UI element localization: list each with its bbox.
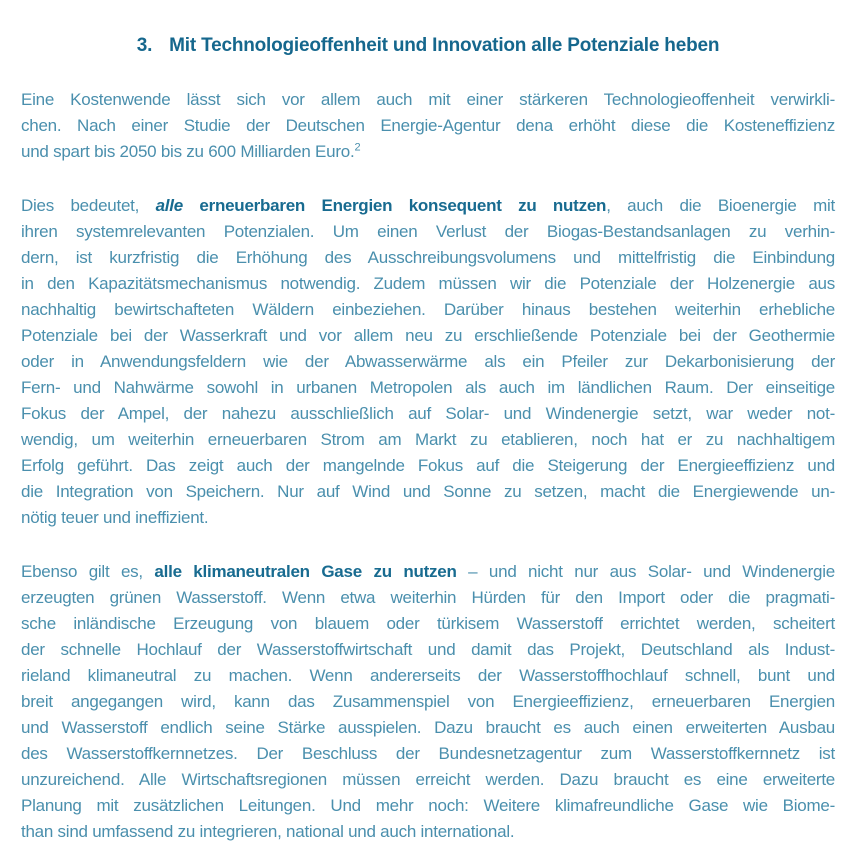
text-segment: in den Kapazitätsmechanismus notwendig. Zudem müssen wir die Potenziale der Holzenergie aus (21, 274, 835, 293)
text-line (21, 479, 835, 505)
text-line (21, 663, 835, 689)
text-segment: Fokus der Ampel, der nahezu ausschließlich auf Solar- und Windenergie setzt, war weder not- (21, 404, 835, 423)
text-line (21, 245, 835, 271)
text-segment: breit angegangen wird, kann das Zusammenspiel von Energieeffizienz, erneuerbaren Energien (21, 692, 835, 711)
text-segment: des Wasserstoffkernnetzes. Der Beschluss der Bundesnetzagentur zum Wasserstoffkernnetz ist (21, 744, 835, 763)
text-line (21, 505, 835, 531)
text-segment: Dies bedeutet, (21, 196, 156, 215)
text-line (21, 453, 835, 479)
text-segment: wendig, um weiterhin erneuerbaren Strom am Markt zu etablieren, noch hat er zu nachhaltigem (21, 430, 835, 449)
text-line (21, 427, 835, 453)
text-line (21, 585, 835, 611)
text-line (21, 349, 835, 375)
text-segment: Erfolg geführt. Das zeigt auch der mangelnde Fokus auf die Steigerung der Energieeffizienz und (21, 456, 835, 475)
text-line (21, 689, 835, 715)
text-segment: oder in Anwendungsfeldern wie der Abwasserwärme als ein Pfeiler zur Dekarbonisierung der (21, 352, 835, 371)
text-segment: ihren systemrelevanten Potenzialen. Um einen Verlust der Biogas-Bestandsanlagen zu verhin- (21, 222, 835, 241)
text-segment: alle (155, 196, 183, 215)
text-segment: unzureichend. Alle Wirtschaftsregionen müssen erreicht werden. Dazu braucht es eine erweiterte (21, 770, 835, 789)
text-line (21, 715, 835, 741)
text-line (21, 793, 835, 819)
paragraph (21, 87, 835, 165)
text-segment: , auch die Bioenergie mit (606, 196, 835, 215)
text-segment: und spart bis 2050 bis zu 600 Milliarden Euro. (21, 142, 355, 161)
text-line (21, 559, 835, 585)
text-segment: Potenziale bei der Wasserkraft und vor allem neu zu erschließende Potenziale bei der Geothermie (21, 326, 835, 345)
text-line (21, 637, 835, 663)
text-segment: Fern- und Nahwärme sowohl in urbanen Metropolen als auch im ländlichen Raum. Der einseitige (21, 378, 835, 397)
text-line (21, 193, 835, 219)
text-line (21, 271, 835, 297)
section-title: Mit Technologieoffenheit und Innovation alle Potenziale heben (169, 35, 720, 56)
text-line (21, 219, 835, 245)
text-line (21, 87, 835, 113)
text-segment: und Wasserstoff endlich seine Stärke ausspielen. Dazu braucht es auch einen erweiterten Ausbau (21, 718, 835, 737)
text-segment: nachhaltig bewirtschafteten Wäldern einbeziehen. Darüber hinaus bestehen weiterhin erhebliche (21, 300, 835, 319)
section-number: 3. (136, 35, 153, 56)
text-segment: than sind umfassend zu integrieren, national und auch international. (21, 822, 515, 841)
document-body (21, 87, 835, 845)
text-line (21, 741, 835, 767)
text-segment: dern, ist kurzfristig die Erhöhung des Ausschreibungsvolumens und mittelfristig die Einbindung (21, 248, 835, 267)
text-line (21, 375, 835, 401)
paragraph (21, 559, 835, 845)
text-line (21, 767, 835, 793)
text-segment: alle klimaneutralen Gase zu nutzen (154, 562, 457, 581)
text-segment: rieland klimaneutral zu machen. Wenn andererseits der Wasserstoffhochlauf schnell, bunt und (21, 666, 835, 685)
text-line (21, 401, 835, 427)
text-line (21, 819, 835, 845)
text-segment: sche inländische Erzeugung von blauem oder türkisem Wasserstoff errichtet werden, scheitert (21, 614, 835, 633)
text-line (21, 611, 835, 637)
text-line (21, 297, 835, 323)
text-segment: Eine Kostenwende lässt sich vor allem auch mit einer stärkeren Technologieoffenheit verwirkli- (21, 90, 835, 109)
paragraph (21, 193, 835, 531)
text-segment: Planung mit zusätzlichen Leitungen. Und mehr noch: Weitere klimafreundliche Gase wie Biome- (21, 796, 835, 815)
text-segment: erzeugten grünen Wasserstoff. Wenn etwa weiterhin Hürden für den Import oder die pragmati- (21, 588, 835, 607)
text-segment: der schnelle Hochlauf der Wasserstoffwirtschaft und damit das Projekt, Deutschland als Indust- (21, 640, 835, 659)
text-segment: nötig teuer und ineffizient. (21, 508, 209, 527)
text-segment: Ebenso gilt es, (21, 562, 155, 581)
text-line (21, 323, 835, 349)
text-segment: – und nicht nur aus Solar- und Windenergie (456, 562, 835, 581)
section-heading (21, 0, 835, 58)
text-line (21, 113, 835, 139)
text-segment: erneuerbaren Energien konsequent zu nutzen (182, 196, 607, 215)
text-segment: die Integration von Speichern. Nur auf Wind und Sonne zu setzen, macht die Energiewende un- (21, 482, 835, 501)
footnote-reference: 2 (354, 141, 361, 154)
text-line (21, 139, 835, 165)
text-segment: chen. Nach einer Studie der Deutschen Energie-Agentur dena erhöht diese die Kosteneffizienz (21, 116, 835, 135)
